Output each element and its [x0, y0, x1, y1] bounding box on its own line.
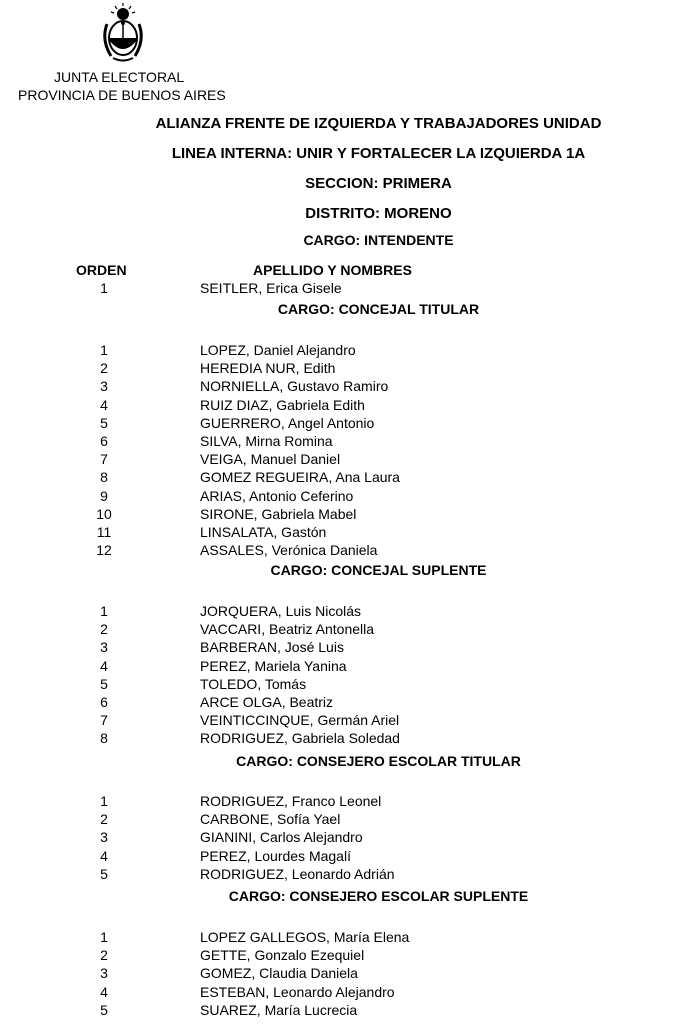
candidate-name: RODRIGUEZ, Gabriela Soledad	[200, 730, 400, 747]
candidate-name: GIANINI, Carlos Alejandro	[200, 829, 363, 846]
column-header-names: APELLIDO Y NOMBRES	[253, 262, 412, 278]
candidate-name: LOPEZ, Daniel Alejandro	[200, 342, 356, 358]
candidate-order-number: 3	[100, 378, 108, 395]
candidate-name: GOMEZ, Claudia Daniela	[200, 965, 358, 982]
candidate-name: VACCARI, Beatriz Antonella	[200, 621, 375, 638]
candidate-order-number: 2	[100, 621, 108, 638]
candidate-order-number: 8	[100, 730, 108, 747]
candidate-order-number: 7	[100, 712, 108, 729]
candidate-name: ARCE OLGA, Beatriz	[200, 694, 334, 710]
candidate-name: SUAREZ, María Lucrecia	[200, 1001, 358, 1018]
candidate-order-number: 7	[100, 451, 108, 468]
candidate-name: SILVA, Mirna Romina	[200, 433, 333, 449]
cargo-heading: CARGO: CONCEJAL SUPLENTE	[270, 562, 487, 578]
candidate-order-number: 4	[100, 847, 108, 864]
candidate-name: VEIGA, Manuel Daniel	[200, 451, 341, 468]
candidate-order-number: 10	[96, 505, 112, 522]
authority-line-2: PROVINCIA DE BUENOS AIRES	[18, 87, 226, 103]
candidate-name: VEINTICCINQUE, Germán Ariel	[200, 712, 400, 729]
candidate-name: BARBERAN, José Luis	[200, 639, 344, 656]
candidate-name: PEREZ, Lourdes Magalí	[200, 847, 351, 864]
candidate-name: PEREZ, Mariela Yanina	[200, 657, 347, 674]
candidate-order-number: 6	[100, 694, 108, 710]
candidate-name: GOMEZ REGUEIRA, Ana Laura	[200, 469, 400, 486]
candidate-order-number: 1	[100, 342, 108, 358]
column-header-order: ORDEN	[76, 262, 127, 278]
candidate-order-number: 11	[96, 524, 112, 540]
candidate-order-number: 5	[100, 414, 108, 431]
candidate-name: RODRIGUEZ, Franco Leonel	[200, 793, 382, 809]
candidate-order-number: 9	[100, 487, 108, 504]
section-title: SECCION: PRIMERA	[305, 175, 452, 192]
district-title: DISTRITO: MORENO	[305, 205, 452, 222]
candidate-order-number: 2	[100, 811, 108, 828]
candidate-order-number: 12	[96, 542, 112, 559]
candidate-name: NORNIELLA, Gustavo Ramiro	[200, 378, 389, 395]
candidate-name: RODRIGUEZ, Leonardo Adrián	[200, 865, 395, 882]
cargo-heading: CARGO: CONCEJAL TITULAR	[277, 301, 480, 317]
candidate-order-number: 5	[100, 675, 108, 692]
coat-of-arms-icon	[101, 2, 145, 64]
candidate-order-number: 5	[100, 865, 108, 882]
alliance-title: ALIANZA FRENTE DE IZQUIERDA Y TRABAJADORES UNIDAD	[155, 115, 602, 132]
candidate-order-number: 1	[100, 929, 108, 945]
internal-line-title: LINEA INTERNA: UNIR Y FORTALECER LA IZQUIERDA 1A	[171, 145, 586, 162]
candidate-order-number: 4	[100, 657, 108, 674]
candidate-name: GUERRERO, Angel Antonio	[200, 414, 375, 431]
candidate-order-number: 4	[100, 396, 108, 413]
candidate-name: RUIZ DIAZ, Gabriela Edith	[200, 396, 365, 413]
candidate-name: ASSALES, Verónica Daniela	[200, 542, 378, 559]
cargo-heading: CARGO: INTENDENTE	[303, 232, 454, 248]
cargo-heading: CARGO: CONSEJERO ESCOLAR TITULAR	[236, 753, 521, 769]
candidate-order-number: 2	[100, 360, 108, 377]
candidate-name: GETTE, Gonzalo Ezequiel	[200, 947, 365, 964]
candidate-order-number: 1	[100, 793, 108, 809]
candidate-order-number: 3	[100, 965, 108, 982]
candidate-name: ESTEBAN, Leonardo Alejandro	[200, 983, 395, 1000]
cargo-heading: CARGO: CONSEJERO ESCOLAR SUPLENTE	[228, 888, 529, 904]
candidate-order-number: 4	[100, 983, 108, 1000]
candidate-name: LOPEZ GALLEGOS, María Elena	[200, 929, 410, 945]
candidate-name: JORQUERA, Luis Nicolás	[200, 603, 362, 619]
candidate-order-number: 5	[100, 1001, 108, 1018]
candidate-name: TOLEDO, Tomás	[200, 675, 307, 692]
candidate-name: LINSALATA, Gastón	[200, 524, 327, 540]
candidate-name: SIRONE, Gabriela Mabel	[200, 505, 357, 522]
authority-line-1: JUNTA ELECTORAL	[54, 69, 185, 85]
candidate-order-number: 2	[100, 947, 108, 964]
candidate-order-number: 1	[100, 603, 108, 619]
candidate-order-number: 1	[100, 280, 108, 296]
candidate-order-number: 6	[100, 433, 108, 449]
candidate-name: SEITLER, Erica Gisele	[200, 280, 342, 296]
candidate-order-number: 8	[100, 469, 108, 486]
candidate-name: ARIAS, Antonio Ceferino	[200, 487, 354, 504]
candidate-order-number: 3	[100, 829, 108, 846]
candidate-order-number: 3	[100, 639, 108, 656]
candidate-name: CARBONE, Sofía Yael	[200, 811, 341, 828]
candidate-name: HEREDIA NUR, Edith	[200, 360, 336, 377]
